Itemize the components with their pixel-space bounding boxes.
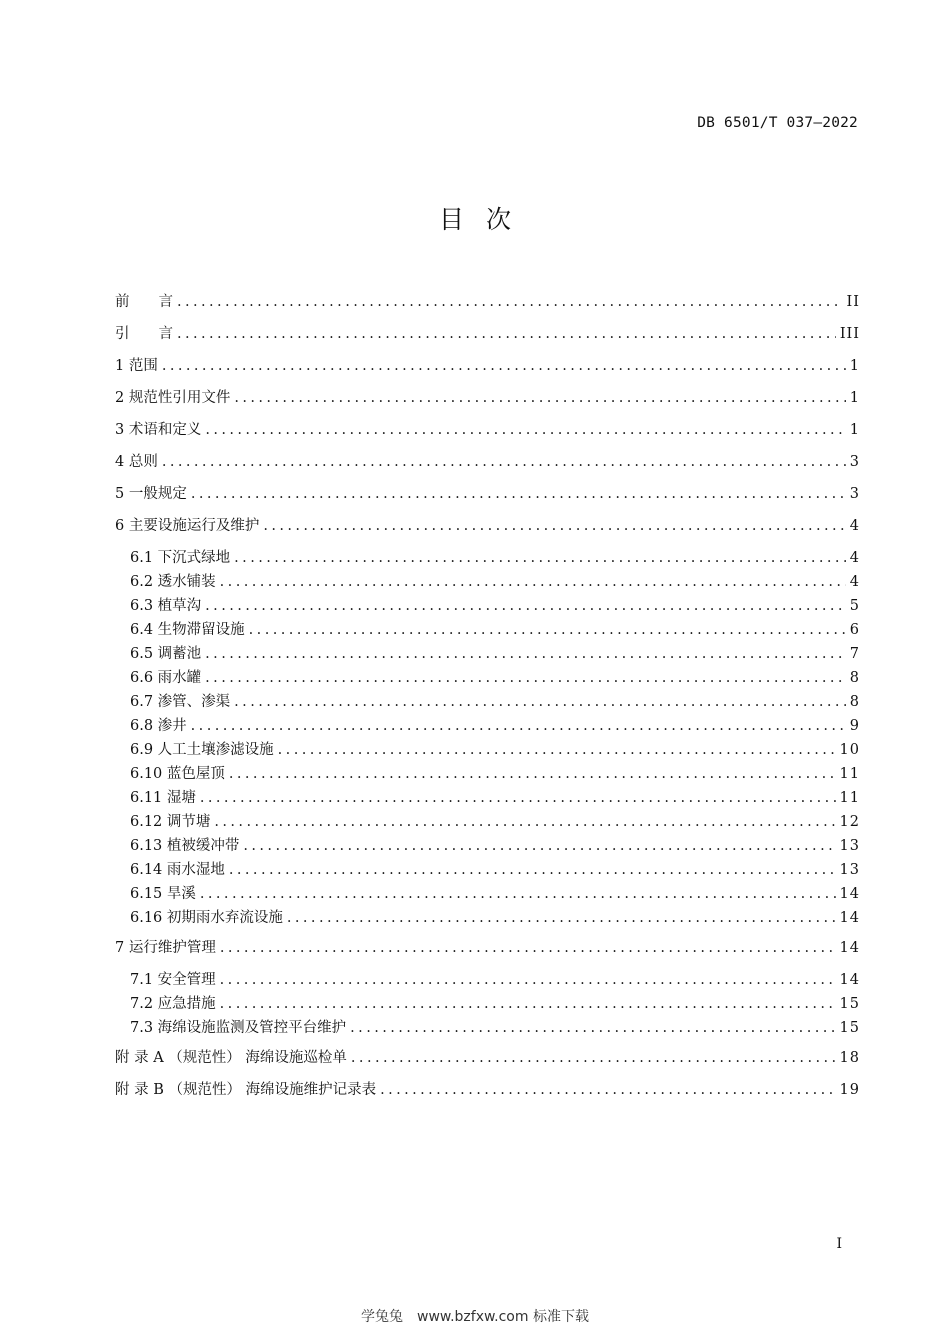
toc-entry-label: 6.2 透水铺装 <box>130 574 216 590</box>
toc-entry-label: 6.16 初期雨水弃流设施 <box>130 910 283 926</box>
toc-entry-label: 6.4 生物滞留设施 <box>130 622 245 638</box>
toc-entry-page: 5 <box>849 598 860 614</box>
toc-entry-page: 9 <box>849 718 860 734</box>
toc-entry-page: 14 <box>839 886 860 902</box>
toc-entry-label: 3 术语和定义 <box>115 422 202 438</box>
toc-entry-page: 4 <box>849 574 860 590</box>
toc-entry[interactable] <box>115 786 860 810</box>
toc-leader-dots <box>205 666 846 690</box>
toc-entry-page: 13 <box>839 838 860 854</box>
toc-leader-dots <box>200 786 836 810</box>
toc-leader-dots <box>229 762 836 786</box>
toc-leader-dots <box>205 414 845 446</box>
toc-entry-page: 1 <box>849 358 860 374</box>
toc-entry-label: 6.14 雨水湿地 <box>130 862 225 878</box>
toc-entry[interactable] <box>115 414 860 446</box>
toc-entry[interactable] <box>115 510 860 542</box>
toc-entry-label: 6.7 渗管、渗渠 <box>130 694 231 710</box>
toc-entry-page: 12 <box>839 814 860 830</box>
toc-entry[interactable] <box>115 1042 860 1074</box>
toc-entry-page: 7 <box>849 646 860 662</box>
toc-entry-page: 8 <box>849 670 860 686</box>
toc-entry-label: 附 录 A （规范性） 海绵设施巡检单 <box>115 1050 347 1066</box>
toc-entry-label: 前 言 <box>115 294 173 310</box>
toc-entry[interactable] <box>115 286 860 318</box>
toc-entry[interactable] <box>115 350 860 382</box>
toc-entry-label: 附 录 B （规范性） 海绵设施维护记录表 <box>115 1082 377 1098</box>
toc-leader-dots <box>200 882 836 906</box>
toc-entry[interactable] <box>115 690 860 714</box>
toc-leader-dots <box>278 738 836 762</box>
toc-entry[interactable] <box>115 714 860 738</box>
toc-leader-dots <box>229 858 836 882</box>
toc-leader-dots <box>234 690 846 714</box>
toc-entry[interactable] <box>115 666 860 690</box>
toc-entry[interactable] <box>115 968 860 992</box>
toc-leader-dots <box>234 546 846 570</box>
toc-entry-page: 11 <box>839 766 860 782</box>
toc-leader-dots <box>220 570 846 594</box>
toc-entry-label: 2 规范性引用文件 <box>115 390 231 406</box>
toc-entry-label: 6.12 调节塘 <box>130 814 211 830</box>
toc-entry-page: 19 <box>839 1082 860 1098</box>
toc-leader-dots <box>220 932 836 964</box>
toc-leader-dots <box>191 478 846 510</box>
toc-entry-label: 6.13 植被缓冲带 <box>130 838 240 854</box>
toc-entry[interactable] <box>115 1016 860 1040</box>
toc-leader-dots <box>162 350 846 382</box>
toc-leader-dots <box>243 834 835 858</box>
toc-leader-dots <box>162 446 846 478</box>
toc-entry-label: 1 范围 <box>115 358 158 374</box>
toc-entry-page: 8 <box>849 694 860 710</box>
toc-entry-label: 7 运行维护管理 <box>115 940 216 956</box>
toc-entry[interactable] <box>115 642 860 666</box>
footer-watermark: 学兔兔 www.bzfxw.com 标准下载 <box>361 1309 589 1325</box>
toc-leader-dots <box>177 318 836 350</box>
toc-entry-label: 6.9 人工土壤渗滤设施 <box>130 742 274 758</box>
toc-entry[interactable] <box>115 594 860 618</box>
toc-entry-page: 3 <box>849 454 860 470</box>
toc-leader-dots <box>234 382 845 414</box>
toc-entry-label: 6.11 湿塘 <box>130 790 196 806</box>
toc-entry[interactable] <box>115 810 860 834</box>
toc-entry-page: 4 <box>849 550 860 566</box>
toc-entry-label: 7.2 应急措施 <box>130 996 216 1012</box>
toc-entry-page: 4 <box>849 518 860 534</box>
toc-entry-page: 3 <box>849 486 860 502</box>
toc-entry[interactable] <box>115 738 860 762</box>
toc-entry[interactable] <box>115 478 860 510</box>
toc-entry-label: 6.8 渗井 <box>130 718 187 734</box>
toc-entry[interactable] <box>115 618 860 642</box>
toc-entry[interactable] <box>115 932 860 964</box>
toc-leader-dots <box>214 810 835 834</box>
toc-leader-dots <box>263 510 845 542</box>
toc-entry[interactable] <box>115 992 860 1016</box>
toc-entry-label: 7.3 海绵设施监测及管控平台维护 <box>130 1020 347 1036</box>
toc-entry-label: 6.15 旱溪 <box>130 886 196 902</box>
toc-leader-dots <box>351 1042 836 1074</box>
toc-entry-page: 13 <box>839 862 860 878</box>
toc-leader-dots <box>220 968 836 992</box>
table-of-contents <box>115 286 860 1106</box>
toc-entry-label: 4 总则 <box>115 454 158 470</box>
toc-entry-label: 引 言 <box>115 326 173 342</box>
toc-leader-dots <box>220 992 836 1016</box>
toc-entry-page: 6 <box>849 622 860 638</box>
toc-entry-label: 6.5 调蓄池 <box>130 646 202 662</box>
toc-entry[interactable] <box>115 546 860 570</box>
toc-entry[interactable] <box>115 882 860 906</box>
toc-entry-page: 18 <box>839 1050 860 1066</box>
toc-entry-label: 5 一般规定 <box>115 486 187 502</box>
toc-leader-dots <box>205 642 846 666</box>
toc-entry-page: II <box>846 294 860 310</box>
toc-entry[interactable] <box>115 906 860 930</box>
toc-entry-label: 6 主要设施运行及维护 <box>115 518 260 534</box>
toc-leader-dots <box>205 594 846 618</box>
toc-entry-page: 10 <box>839 742 860 758</box>
toc-entry-page: 15 <box>839 1020 860 1036</box>
toc-leader-dots <box>191 714 846 738</box>
toc-entry-page: III <box>839 326 860 342</box>
toc-entry[interactable] <box>115 1074 860 1106</box>
toc-entry[interactable] <box>115 570 860 594</box>
toc-entry-page: 1 <box>849 390 860 406</box>
toc-entry-label: 6.10 蓝色屋顶 <box>130 766 225 782</box>
toc-entry-label: 6.1 下沉式绿地 <box>130 550 231 566</box>
toc-entry[interactable] <box>115 858 860 882</box>
toc-entry-page: 14 <box>839 940 860 956</box>
document-code: DB 6501/T 037—2022 <box>697 115 858 131</box>
toc-entry-label: 6.6 雨水罐 <box>130 670 202 686</box>
toc-entry[interactable] <box>115 446 860 478</box>
toc-entry-page: 14 <box>839 972 860 988</box>
toc-leader-dots <box>380 1074 835 1106</box>
toc-entry[interactable] <box>115 382 860 414</box>
page-number: I <box>836 1236 842 1252</box>
toc-entry-label: 6.3 植草沟 <box>130 598 202 614</box>
toc-entry-page: 1 <box>849 422 860 438</box>
toc-entry[interactable] <box>115 318 860 350</box>
toc-entry[interactable] <box>115 762 860 786</box>
toc-entry-page: 15 <box>839 996 860 1012</box>
toc-leader-dots <box>249 618 846 642</box>
page-title: 目次 <box>438 205 533 234</box>
toc-leader-dots <box>350 1016 835 1040</box>
toc-leader-dots <box>177 286 843 318</box>
toc-entry-page: 11 <box>839 790 860 806</box>
toc-leader-dots <box>287 906 836 930</box>
toc-entry-label: 7.1 安全管理 <box>130 972 216 988</box>
toc-entry[interactable] <box>115 834 860 858</box>
toc-entry-page: 14 <box>839 910 860 926</box>
